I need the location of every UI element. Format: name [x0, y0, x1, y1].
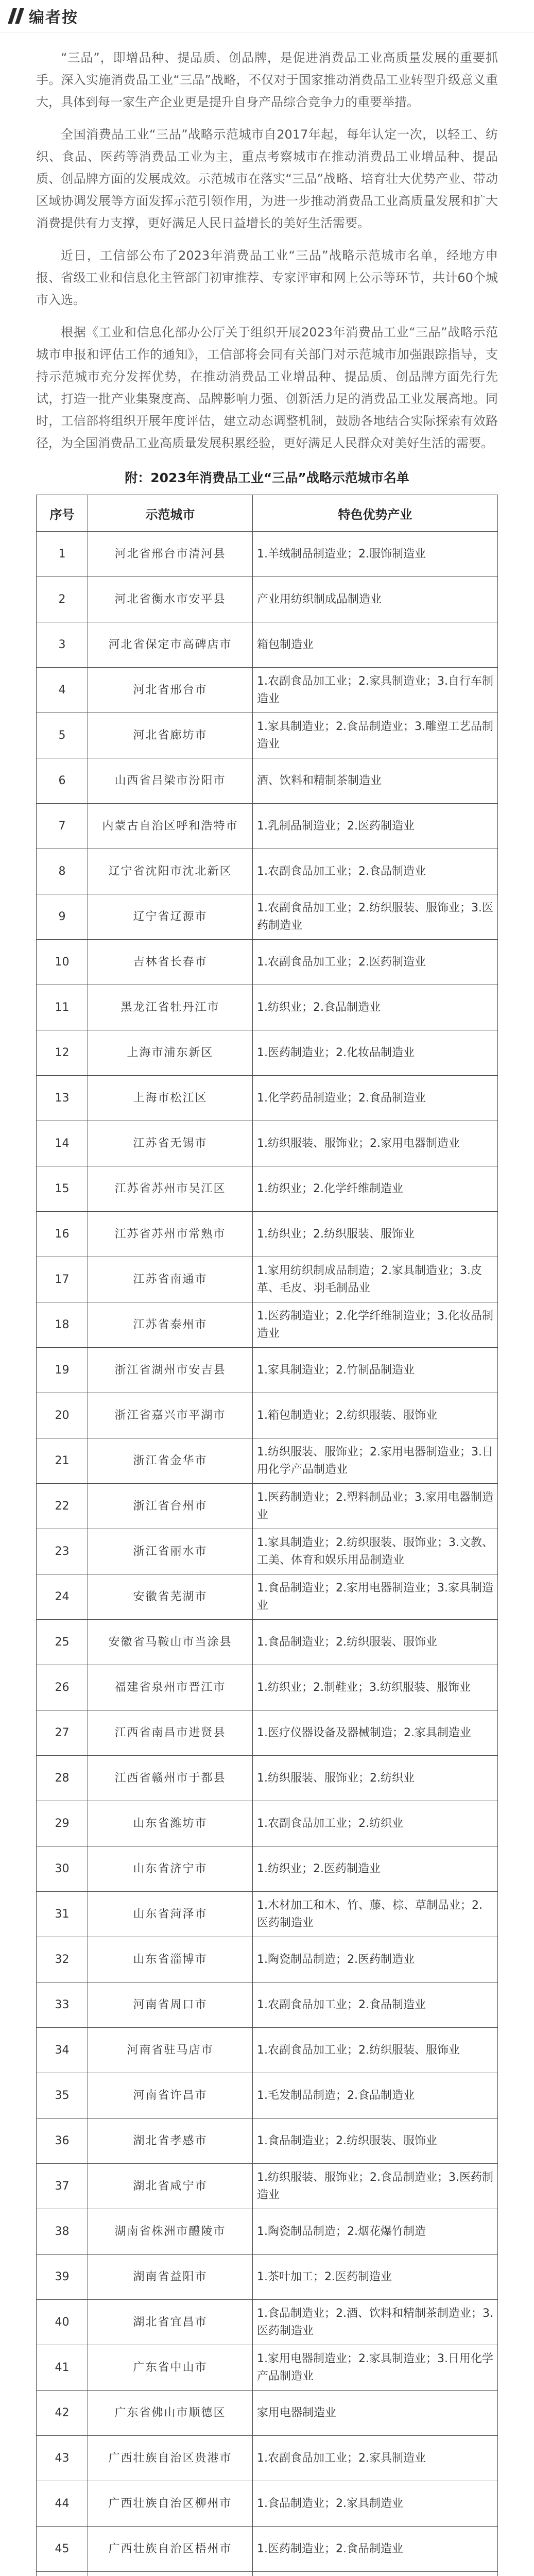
table-row	[37, 1166, 498, 1212]
row-city: 山东省济宁市	[88, 1846, 253, 1892]
intro-paragraph: “三品”，即增品种、提品质、创品牌，是促进消费品工业高质量发展的重要抓手。深入实施消费品工业“三品”战略，不仅对于国家推动消费品工业转型升级意义重大，具体到每一家生产企业更是提升自身产品综合竞争力的重要举措。	[36, 50, 498, 109]
table-row	[37, 1801, 498, 1846]
row-city: 河北省邢台市	[88, 668, 253, 713]
row-industry: 1.乳制品制造业；2.医药制造业	[253, 804, 498, 849]
row-city: 广东省中山市	[88, 2345, 253, 2391]
row-seq: 26	[37, 1665, 88, 1710]
table-row	[37, 1756, 498, 1801]
row-city: 山西省吕梁市汾阳市	[88, 758, 253, 804]
row-industry: 家用电器制造业	[253, 2391, 498, 2436]
table-row	[37, 1937, 498, 1982]
row-seq: 27	[37, 1710, 88, 1756]
row-city: 河北省廊坊市	[88, 713, 253, 758]
table-row	[37, 1030, 498, 1076]
intro-paragraph: 近日，工信部公布了2023年消费品工业“三品”战略示范城市名单，经地方申报、省级工业和信息化主管部门初审推荐、专家评审和网上公示等环节，共计60个城市入选。	[36, 248, 498, 307]
row-seq: 36	[37, 2119, 88, 2164]
table-row	[37, 2481, 498, 2527]
row-seq: 17	[37, 1257, 88, 1302]
demo-city-table	[36, 495, 498, 2576]
row-industry: 1.纺织业；2.制鞋业；3.纺织服装、服饰业	[253, 1665, 498, 1710]
table-row	[37, 1348, 498, 1393]
table-row	[37, 1665, 498, 1710]
table-row	[37, 2527, 498, 2572]
row-city: 辽宁省沈阳市沈北新区	[88, 849, 253, 894]
table-row	[37, 2255, 498, 2300]
row-seq: 12	[37, 1030, 88, 1076]
row-city: 安徽省芜湖市	[88, 1574, 253, 1620]
table-row	[37, 849, 498, 894]
row-industry: 产业用纺织制成品制造业	[253, 577, 498, 622]
row-city: 浙江省丽水市	[88, 1529, 253, 1574]
row-city: 上海市浦东新区	[88, 1030, 253, 1076]
row-industry: 1.家用纺织制成品制造；2.家具制造业；3.皮革、毛皮、羽毛制品业	[253, 1257, 498, 1302]
table-row	[37, 1257, 498, 1302]
row-industry: 1.农副食品加工业；2.食品制造业	[253, 849, 498, 894]
table-row	[37, 532, 498, 577]
row-city: 江苏省苏州市吴江区	[88, 1166, 253, 1212]
row-industry: 1.农副食品加工业；2.纺织服装、服饰业；3.医药制造业	[253, 894, 498, 940]
row-city: 浙江省湖州市安吉县	[88, 1348, 253, 1393]
row-city: 辽宁省辽源市	[88, 894, 253, 940]
table-row	[37, 804, 498, 849]
table-row	[37, 2436, 498, 2481]
row-industry: 1.家具制造业；2.纺织服装、服饰业；3.文教、工美、体育和娱乐用品制造业	[253, 1529, 498, 1574]
table-body	[37, 532, 498, 2576]
row-city: 河南省周口市	[88, 1982, 253, 2028]
row-city: 江苏省苏州市常熟市	[88, 1212, 253, 1257]
table-row	[37, 577, 498, 622]
row-seq: 15	[37, 1166, 88, 1212]
row-industry: 1.医药制造业；2.塑料制品业；3.家用电器制造业	[253, 1484, 498, 1529]
row-industry: 1.家具制造业；2.竹制品制造业	[253, 1348, 498, 1393]
table-row	[37, 2572, 498, 2576]
row-city: 上海市松江区	[88, 1076, 253, 1121]
table-row	[37, 668, 498, 713]
row-seq: 32	[37, 1937, 88, 1982]
row-industry	[253, 2572, 498, 2576]
row-industry: 1.陶瓷制品制造；2.医药制造业	[253, 1937, 498, 1982]
table-row	[37, 2119, 498, 2164]
row-city: 浙江省金华市	[88, 1438, 253, 1484]
row-city: 河南省许昌市	[88, 2073, 253, 2119]
row-city: 湖南省株洲市醴陵市	[88, 2209, 253, 2255]
row-city: 黑龙江省牡丹江市	[88, 985, 253, 1030]
row-city: 湖北省宜昌市	[88, 2300, 253, 2345]
row-industry: 1.陶瓷制品制造；2.烟花爆竹制造	[253, 2209, 498, 2255]
row-seq	[37, 2572, 88, 2576]
row-industry: 1.医药制造业；2.食品制造业	[253, 2527, 498, 2572]
row-seq: 8	[37, 849, 88, 894]
row-seq: 11	[37, 985, 88, 1030]
row-industry: 1.纺织服装、服饰业；2.食品制造业；3.医药制造业	[253, 2164, 498, 2209]
table-row	[37, 1484, 498, 1529]
row-seq: 10	[37, 940, 88, 985]
row-industry: 酒、饮料和精制茶制造业	[253, 758, 498, 804]
row-industry: 1.箱包制造业；2.纺织服装、服饰业	[253, 1393, 498, 1438]
row-city: 广西壮族自治区柳州市	[88, 2481, 253, 2527]
table-row	[37, 1846, 498, 1892]
row-seq: 28	[37, 1756, 88, 1801]
row-industry: 1.纺织业；2.化学纤维制造业	[253, 1166, 498, 1212]
table-row	[37, 940, 498, 985]
row-industry: 1.医药制造业；2.化学纤维制造业；3.化妆品制造业	[253, 1302, 498, 1348]
row-city: 广西壮族自治区贵港市	[88, 2436, 253, 2481]
row-industry: 1.医疗仪器设备及器械制造；2.家具制造业	[253, 1710, 498, 1756]
table-row	[37, 622, 498, 668]
row-seq: 2	[37, 577, 88, 622]
row-seq: 37	[37, 2164, 88, 2209]
table-row	[37, 1393, 498, 1438]
row-industry: 1.毛发制品制造；2.食品制造业	[253, 2073, 498, 2119]
row-seq: 6	[37, 758, 88, 804]
table-row	[37, 894, 498, 940]
row-industry: 1.农副食品加工业；2.纺织服装、服饰业	[253, 2028, 498, 2073]
table-row	[37, 758, 498, 804]
row-industry: 1.家用电器制造业；2.家具制造业；3.日用化学产品制造业	[253, 2345, 498, 2391]
table-row	[37, 2300, 498, 2345]
table-row	[37, 1438, 498, 1484]
row-seq: 7	[37, 804, 88, 849]
row-seq: 4	[37, 668, 88, 713]
row-city: 广西壮族自治区梧州市	[88, 2527, 253, 2572]
row-industry: 1.食品制造业；2.酒、饮料和精制茶制造业；3.医药制造业	[253, 2300, 498, 2345]
header-industry: 特色优势产业	[253, 495, 498, 532]
row-seq: 30	[37, 1846, 88, 1892]
table-row	[37, 713, 498, 758]
row-seq: 40	[37, 2300, 88, 2345]
row-seq: 35	[37, 2073, 88, 2119]
row-industry: 1.纺织服装、服饰业；2.纺织业	[253, 1756, 498, 1801]
row-seq: 14	[37, 1121, 88, 1166]
row-seq: 25	[37, 1620, 88, 1665]
double-slash-icon	[10, 8, 22, 24]
row-industry: 1.食品制造业；2.纺织服装、服饰业	[253, 1620, 498, 1665]
row-seq: 23	[37, 1529, 88, 1574]
row-industry: 1.食品制造业；2.家具制造业	[253, 2481, 498, 2527]
row-industry: 1.食品制造业；2.家用电器制造业；3.家具制造业	[253, 1574, 498, 1620]
row-city	[88, 2572, 253, 2576]
editor-header	[0, 0, 534, 32]
row-industry: 1.农副食品加工业；2.食品制造业	[253, 1982, 498, 2028]
header-seq: 序号	[37, 495, 88, 532]
editor-note-title: 编者按	[29, 9, 78, 27]
row-city: 湖北省咸宁市	[88, 2164, 253, 2209]
row-seq: 41	[37, 2345, 88, 2391]
row-industry: 1.农副食品加工业；2.医药制造业	[253, 940, 498, 985]
row-industry: 1.茶叶加工；2.医药制造业	[253, 2255, 498, 2300]
row-seq: 16	[37, 1212, 88, 1257]
row-city: 浙江省嘉兴市平湖市	[88, 1393, 253, 1438]
row-seq: 38	[37, 2209, 88, 2255]
row-industry: 1.食品制造业；2.纺织服装、服饰业	[253, 2119, 498, 2164]
table-header-row	[37, 495, 498, 532]
table-row	[37, 2028, 498, 2073]
row-city: 吉林省长春市	[88, 940, 253, 985]
row-industry: 1.木材加工和木、竹、藤、棕、草制品业；2.医药制造业	[253, 1892, 498, 1937]
table-row	[37, 985, 498, 1030]
row-city: 江西省赣州市于都县	[88, 1756, 253, 1801]
row-city: 湖南省益阳市	[88, 2255, 253, 2300]
row-industry: 箱包制造业	[253, 622, 498, 668]
row-city: 江西省南昌市进贤县	[88, 1710, 253, 1756]
row-seq: 13	[37, 1076, 88, 1121]
table-row	[37, 1302, 498, 1348]
row-seq: 21	[37, 1438, 88, 1484]
row-city: 山东省菏泽市	[88, 1892, 253, 1937]
row-city: 湖北省孝感市	[88, 2119, 253, 2164]
row-seq: 39	[37, 2255, 88, 2300]
table-row	[37, 2164, 498, 2209]
row-city: 内蒙古自治区呼和浩特市	[88, 804, 253, 849]
table-row	[37, 2345, 498, 2391]
table-row	[37, 1620, 498, 1665]
row-industry: 1.农副食品加工业；2.家具制造业	[253, 2436, 498, 2481]
row-seq: 19	[37, 1348, 88, 1393]
row-seq: 31	[37, 1892, 88, 1937]
row-seq: 5	[37, 713, 88, 758]
row-seq: 45	[37, 2527, 88, 2572]
row-industry: 1.农副食品加工业；2.纺织业	[253, 1801, 498, 1846]
row-city: 江苏省南通市	[88, 1257, 253, 1302]
row-industry: 1.医药制造业；2.化妆品制造业	[253, 1030, 498, 1076]
table-row	[37, 2209, 498, 2255]
table-row	[37, 1121, 498, 1166]
row-city: 河北省邢台市清河县	[88, 532, 253, 577]
row-city: 江苏省泰州市	[88, 1302, 253, 1348]
intro-paragraph: 全国消费品工业“三品”战略示范城市自2017年起，每年认定一次，以轻工、纺织、食品、医药等消费品工业为主，重点考察城市在推动消费品工业增品种、提品质、创品牌方面的发展成效。示范城市在落实“三品”战略、培育壮大优势产业、带动区域协调发展等方面发挥示范引领作用，为进一步推动消费品工业高质量发展和扩大消费提供有力支撑，更好满足人民日益增长的美好生活需要。	[36, 127, 498, 230]
row-industry: 1.羊绒制品制造业；2.服饰制造业	[253, 532, 498, 577]
row-city: 江苏省无锡市	[88, 1121, 253, 1166]
row-seq: 34	[37, 2028, 88, 2073]
row-city: 安徽省马鞍山市当涂县	[88, 1620, 253, 1665]
row-city: 山东省潍坊市	[88, 1801, 253, 1846]
row-city: 河北省衡水市安平县	[88, 577, 253, 622]
row-seq: 18	[37, 1302, 88, 1348]
row-industry: 1.纺织服装、服饰业；2.家用电器制造业；3.日用化学产品制造业	[253, 1438, 498, 1484]
row-seq: 33	[37, 1982, 88, 2028]
table-row	[37, 1529, 498, 1574]
row-industry: 1.纺织业；2.纺织服装、服饰业	[253, 1212, 498, 1257]
table-row	[37, 1574, 498, 1620]
table-row	[37, 2073, 498, 2119]
row-seq: 20	[37, 1393, 88, 1438]
row-seq: 29	[37, 1801, 88, 1846]
row-seq: 44	[37, 2481, 88, 2527]
row-industry: 1.化学药品制造业；2.食品制造业	[253, 1076, 498, 1121]
row-seq: 42	[37, 2391, 88, 2436]
row-city: 河南省驻马店市	[88, 2028, 253, 2073]
row-city: 广东省佛山市顺德区	[88, 2391, 253, 2436]
row-city: 浙江省台州市	[88, 1484, 253, 1529]
row-seq: 24	[37, 1574, 88, 1620]
row-seq: 22	[37, 1484, 88, 1529]
row-industry: 1.纺织业；2.食品制造业	[253, 985, 498, 1030]
row-seq: 3	[37, 622, 88, 668]
row-city: 河北省保定市高碑店市	[88, 622, 253, 668]
table-row	[37, 1982, 498, 2028]
row-seq: 43	[37, 2436, 88, 2481]
row-city: 山东省淄博市	[88, 1937, 253, 1982]
row-city: 福建省泉州市晋江市	[88, 1665, 253, 1710]
header-city: 示范城市	[88, 495, 253, 532]
table-title: 附：2023年消费品工业“三品”战略示范城市名单	[125, 470, 409, 485]
row-industry: 1.纺织业；2.医药制造业	[253, 1846, 498, 1892]
table-row	[37, 1076, 498, 1121]
table-row	[37, 1892, 498, 1937]
table-row	[37, 1212, 498, 1257]
row-industry: 1.农副食品加工业；2.家具制造业；3.自行车制造业	[253, 668, 498, 713]
row-industry: 1.纺织服装、服饰业；2.家用电器制造业	[253, 1121, 498, 1166]
table-row	[37, 1710, 498, 1756]
intro-paragraph: 根据《工业和信息化部办公厅关于组织开展2023年消费品工业“三品”战略示范城市申报和评估工作的通知》，工信部将会同有关部门对示范城市加强跟踪指导，支持示范城市充分发挥优势，在推动消费品工业增品种、提品质、创品牌方面先行先试，打造一批产业集聚度高、品牌影响力强、创新活力足的消费品工业发展高地。同时，工信部将组织开展年度评估，建立动态调整机制，鼓励各地结合实际探索有效路径，为全国消费品工业高质量发展积累经验，更好满足人民群众对美好生活的需要。	[36, 325, 498, 450]
row-seq: 9	[37, 894, 88, 940]
row-industry: 1.家具制造业；2.食品制造业；3.雕塑工艺品制造业	[253, 713, 498, 758]
intro-section	[0, 32, 534, 454]
row-seq: 1	[37, 532, 88, 577]
table-row	[37, 2391, 498, 2436]
